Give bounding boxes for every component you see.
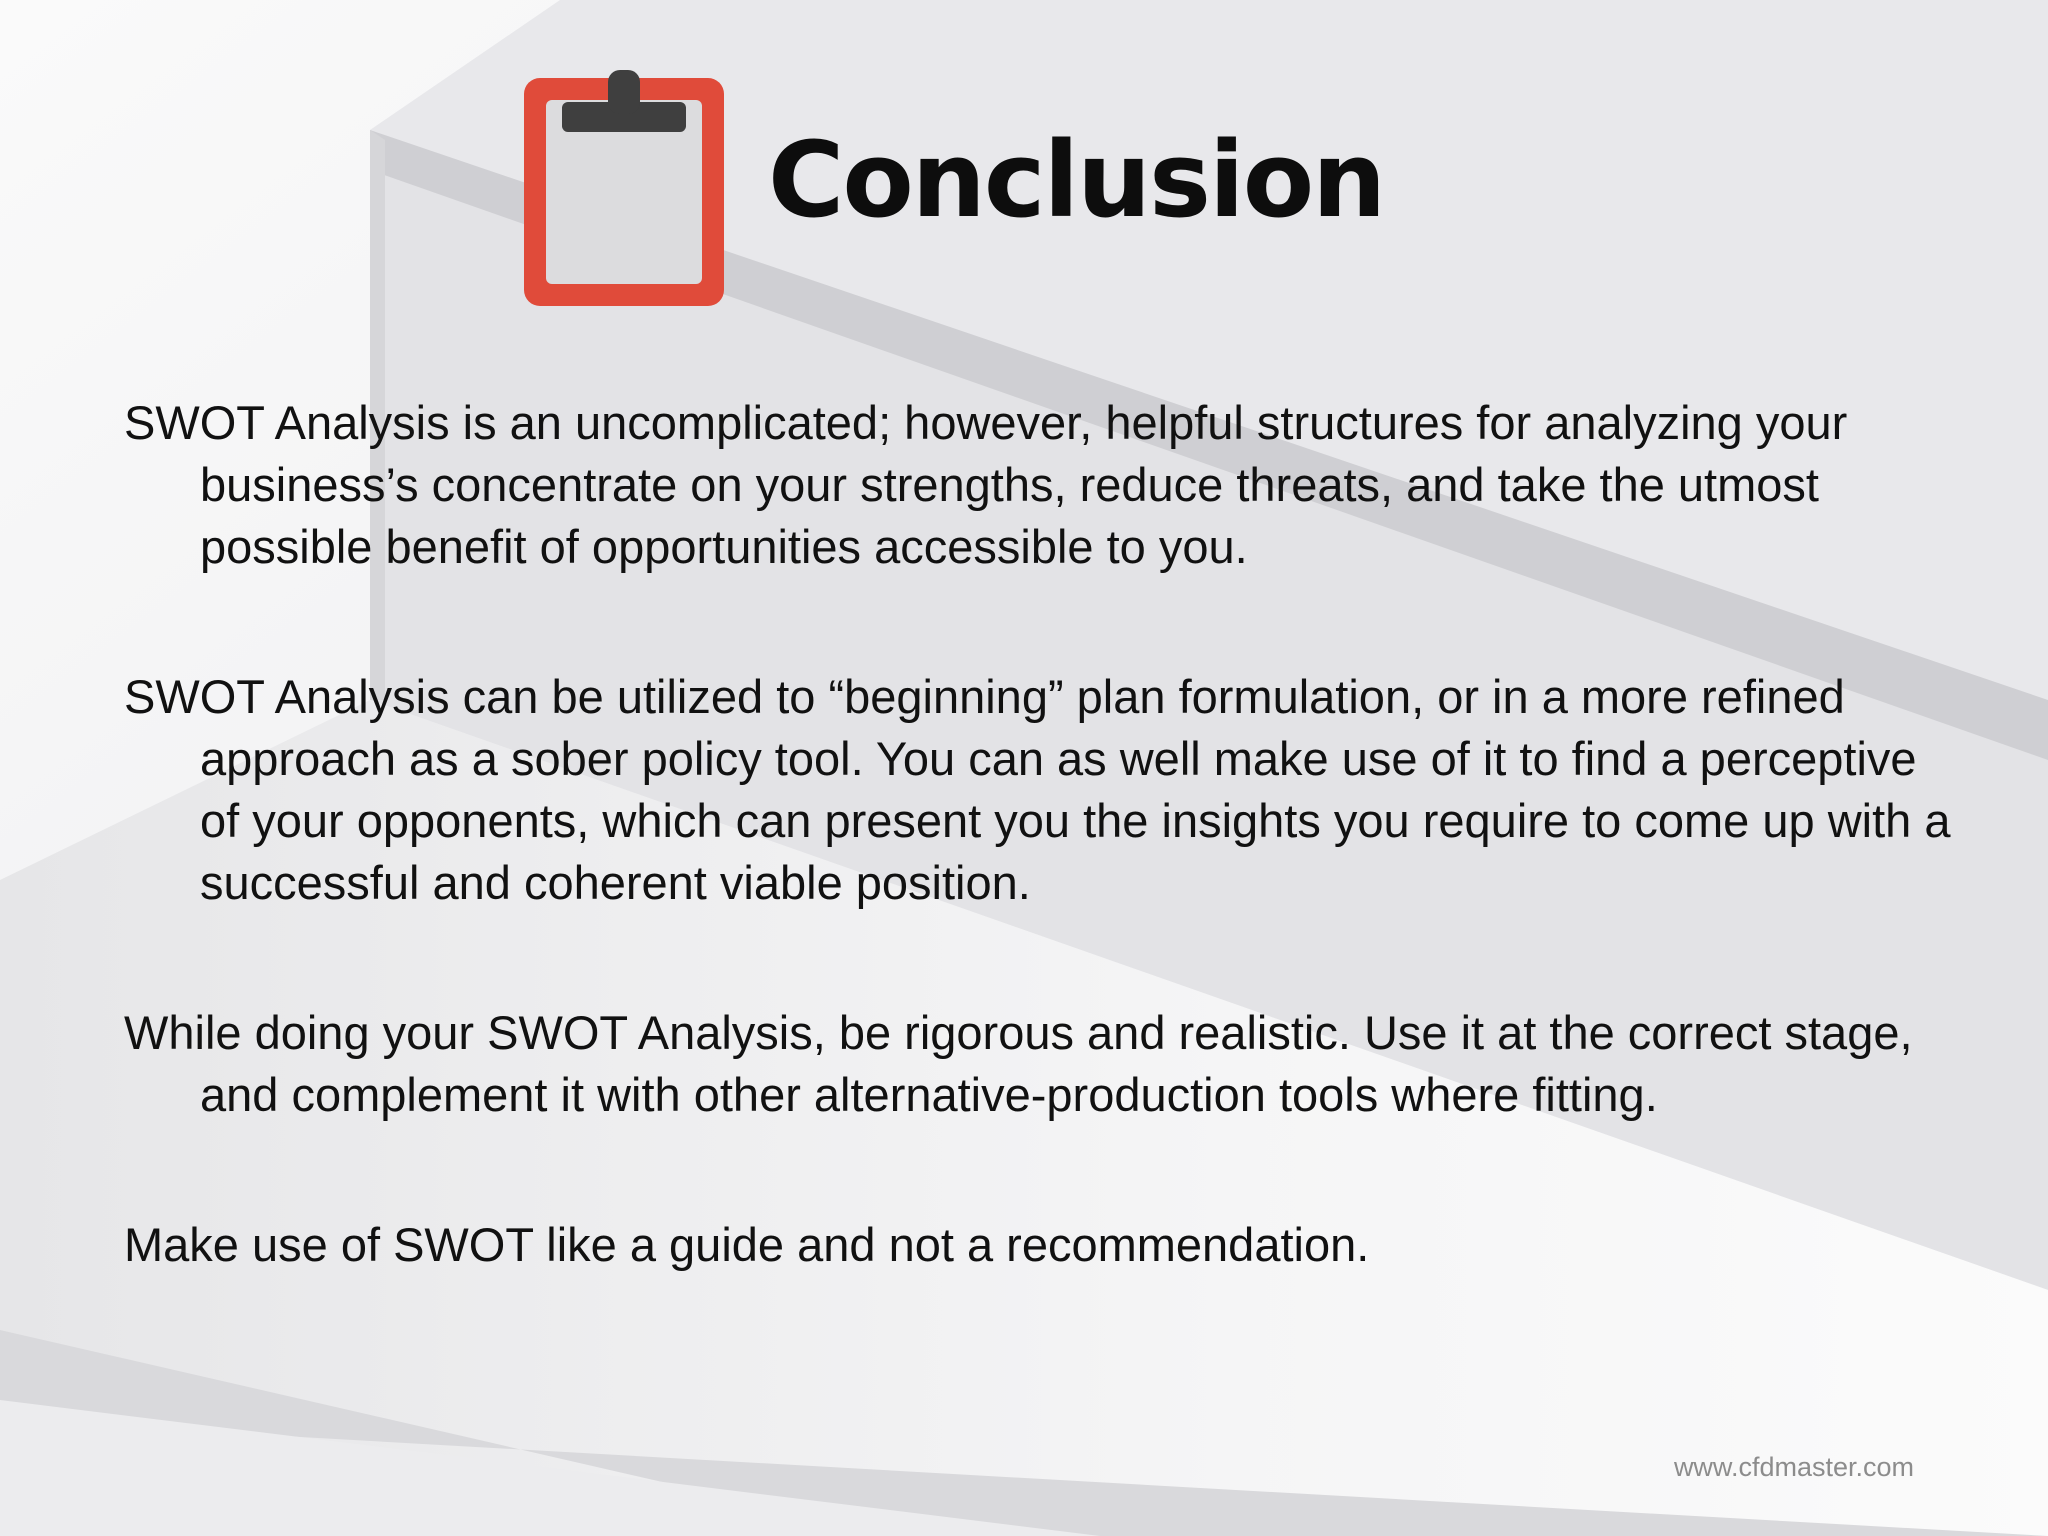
paragraph-swot-guide: Make use of SWOT like a guide and not a recommendation.: [124, 1218, 1370, 1271]
paragraph-swot-overview: SWOT Analysis is an uncomplicated; however, helpful structures for analyzing your business’s concentrate on your strengths, reduce threats, and take the utmost possible benefit of opportunities accessible to you.: [124, 396, 1848, 573]
slide-title: Conclusion: [768, 119, 1385, 241]
slide-body: [124, 392, 1954, 1276]
footer-url: www.cfdmaster.com: [1673, 1452, 1914, 1482]
paragraph-swot-usage: SWOT Analysis can be utilized to “beginning” plan formulation, or in a more refined approach as a sober policy tool. You can as well make use of it to find a perceptive of your opponents, which can present you the insights you require to come up with a successful and coherent viable position.: [124, 670, 1951, 909]
paragraph-swot-rigor: While doing your SWOT Analysis, be rigorous and realistic. Use it at the correct stage, and complement it with other alternative-production tools where fitting.: [124, 1006, 1913, 1121]
clipboard-icon: [520, 62, 728, 310]
